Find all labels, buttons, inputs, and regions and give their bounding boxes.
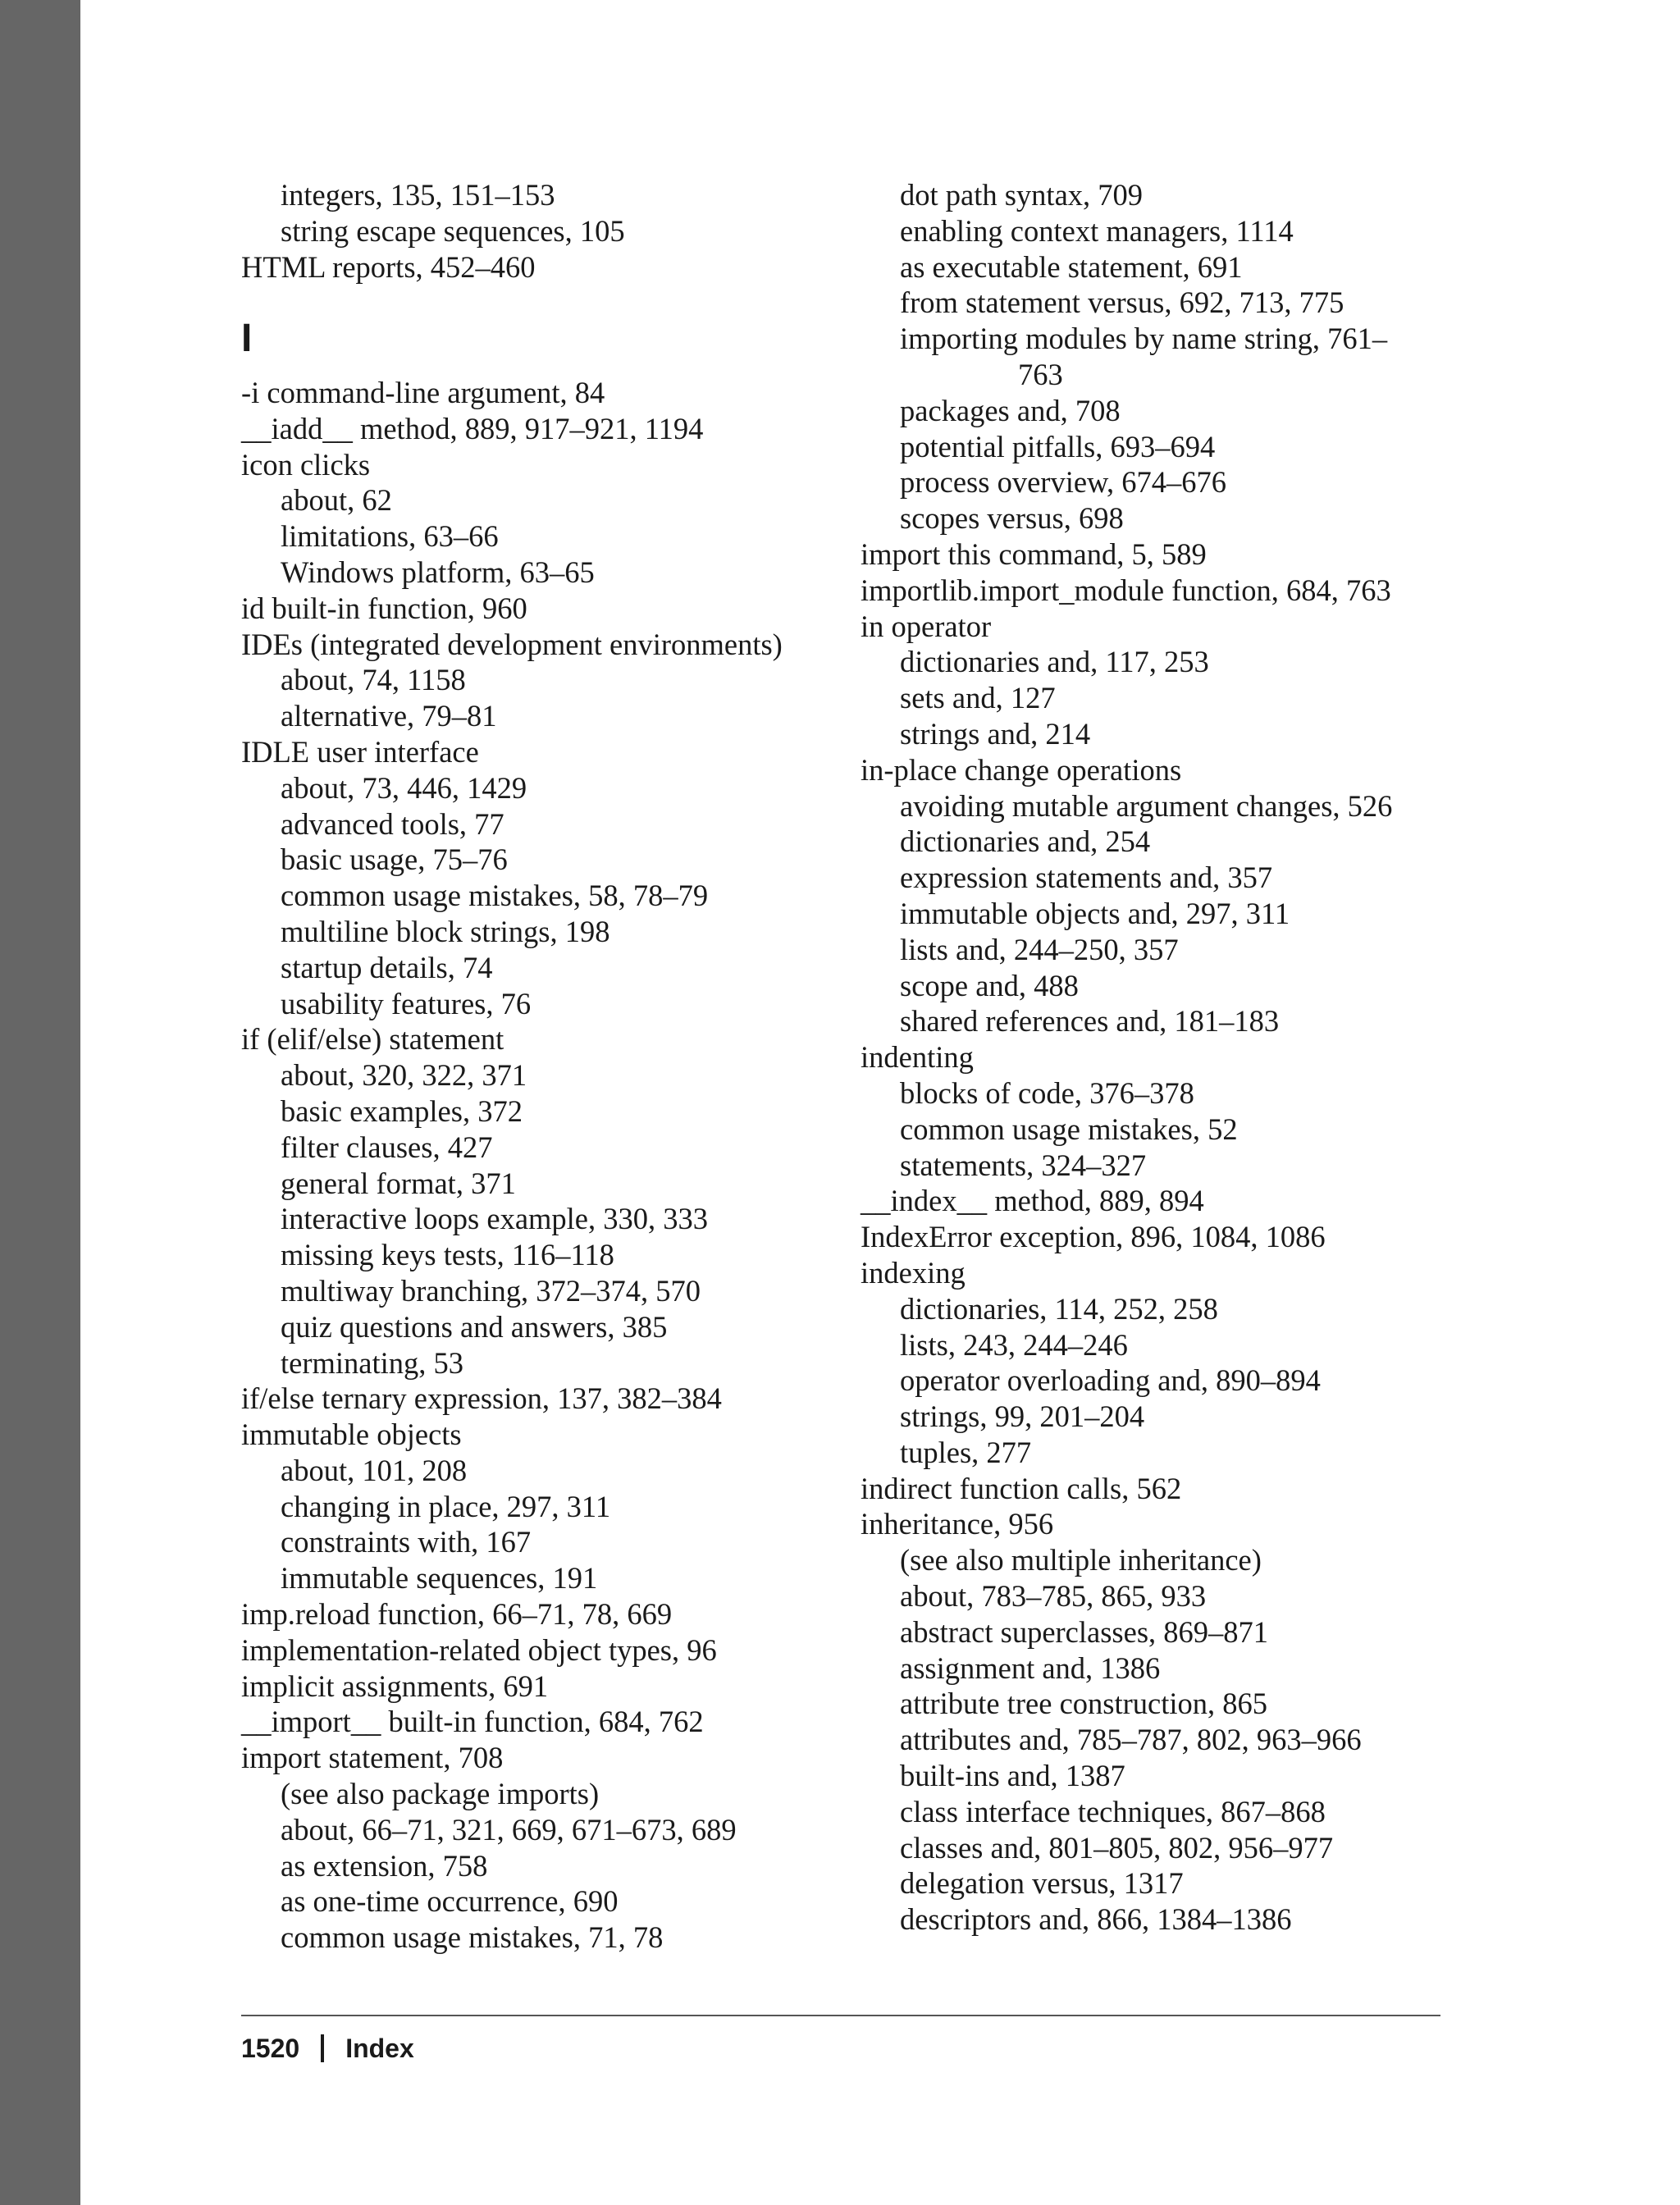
index-entry: if (elif/else) statement: [241, 1022, 504, 1057]
index-subentry: quiz questions and answers, 385: [281, 1309, 668, 1344]
index-subentry: basic usage, 75–76: [281, 842, 508, 877]
index-column-left: [241, 177, 897, 1956]
index-subentry: importing modules by name string, 761–: [900, 322, 1388, 356]
index-subentry: about, 74, 1158: [281, 663, 466, 697]
index-subentry: immutable objects and, 297, 311: [900, 896, 1290, 930]
index-entry: import statement, 708: [241, 1741, 504, 1775]
index-subentry: multiway branching, 372–374, 570: [281, 1273, 701, 1308]
index-subentry: delegation versus, 1317: [900, 1866, 1184, 1901]
index-subentry: Windows platform, 63–65: [281, 555, 595, 589]
index-subentry: about, 101, 208: [281, 1453, 468, 1487]
index-subentry: shared references and, 181–183: [900, 1004, 1280, 1039]
index-subentry: scope and, 488: [900, 968, 1079, 1002]
index-subentry: operator overloading and, 890–894: [900, 1363, 1321, 1398]
index-subentry: filter clauses, 427: [281, 1130, 493, 1164]
index-subentry: scopes versus, 698: [900, 501, 1124, 536]
index-subentry: advanced tools, 77: [281, 806, 504, 841]
index-subentry: potential pitfalls, 693–694: [900, 429, 1216, 463]
index-letter-heading: I: [241, 317, 253, 361]
index-subentry: class interface techniques, 867–868: [900, 1794, 1326, 1828]
index-entry: id built-in function, 960: [241, 591, 527, 625]
index-subentry: about, 62: [281, 483, 392, 518]
index-entry: immutable objects: [241, 1418, 462, 1452]
index-entry: in-place change operations: [861, 752, 1182, 787]
index-subentry: dictionaries and, 117, 253: [900, 645, 1209, 679]
footer-separator: [321, 2034, 324, 2062]
index-subentry: startup details, 74: [281, 950, 493, 984]
index-subentry: (see also package imports): [281, 1777, 600, 1811]
index-entry: indenting: [861, 1040, 974, 1075]
index-subentry: about, 783–785, 865, 933: [900, 1579, 1207, 1614]
index-entry: __import__ built-in function, 684, 762: [241, 1705, 704, 1739]
index-entry: importlib.import_module function, 684, 763: [861, 573, 1391, 607]
index-subentry: alternative, 79–81: [281, 699, 497, 733]
index-subentry: common usage mistakes, 52: [900, 1112, 1238, 1146]
index-subentry: basic examples, 372: [281, 1093, 523, 1128]
index-subentry: abstract superclasses, 869–871: [900, 1614, 1269, 1649]
index-subentry: strings and, 214: [900, 716, 1091, 751]
index-entry: icon clicks: [241, 447, 371, 482]
index-subentry: terminating, 53: [281, 1345, 464, 1380]
index-subentry: immutable sequences, 191: [281, 1561, 598, 1596]
index-entry: indexing: [861, 1255, 966, 1290]
section-name: Index: [345, 2034, 414, 2063]
index-subentry: string escape sequences, 105: [281, 213, 625, 248]
index-entry: -i command-line argument, 84: [241, 375, 605, 409]
page-edge-bar: [0, 0, 80, 2205]
index-entry: implementation-related object types, 96: [241, 1632, 717, 1667]
index-entry: inheritance, 956: [861, 1507, 1054, 1541]
index-subentry: built-ins and, 1387: [900, 1759, 1125, 1793]
index-entry: implicit assignments, 691: [241, 1669, 549, 1703]
index-subentry: 763: [1018, 357, 1063, 391]
index-subentry: attribute tree construction, 865: [900, 1687, 1267, 1721]
index-subentry: blocks of code, 376–378: [900, 1075, 1194, 1110]
index-entry: imp.reload function, 66–71, 78, 669: [241, 1597, 673, 1632]
index-subentry: limitations, 63–66: [281, 519, 499, 554]
index-entry: import this command, 5, 589: [861, 536, 1207, 571]
index-entry: IndexError exception, 896, 1084, 1086: [861, 1220, 1326, 1254]
index-subentry: tuples, 277: [900, 1435, 1032, 1469]
index-subentry: dot path syntax, 709: [900, 178, 1144, 212]
index-entry: in operator: [861, 609, 992, 643]
index-column-right: [861, 177, 1517, 1938]
index-subentry: process overview, 674–676: [900, 465, 1227, 500]
index-subentry: interactive loops example, 330, 333: [281, 1202, 708, 1236]
index-subentry: dictionaries and, 254: [900, 824, 1151, 859]
index-subentry: as extension, 758: [281, 1848, 488, 1883]
index-entry: __index__ method, 889, 894: [861, 1184, 1204, 1218]
index-subentry: multiline block strings, 198: [281, 914, 610, 948]
index-subentry: missing keys tests, 116–118: [281, 1238, 614, 1272]
index-entry: IDEs (integrated development environments): [241, 627, 783, 661]
index-subentry: assignment and, 1386: [900, 1650, 1161, 1685]
index-subentry: enabling context managers, 1114: [900, 213, 1294, 248]
index-entry: __iadd__ method, 889, 917–921, 1194: [241, 411, 704, 445]
index-subentry: strings, 99, 201–204: [900, 1399, 1145, 1434]
index-subentry: about, 66–71, 321, 669, 671–673, 689: [281, 1812, 737, 1847]
index-subentry: as one-time occurrence, 690: [281, 1884, 619, 1919]
page-number: 1520: [241, 2034, 300, 2063]
index-subentry: statements, 324–327: [900, 1148, 1147, 1182]
index-subentry: avoiding mutable argument changes, 526: [900, 788, 1393, 823]
index-subentry: packages and, 708: [900, 393, 1121, 427]
index-entry: IDLE user interface: [241, 734, 479, 769]
index-subentry: about, 73, 446, 1429: [281, 770, 527, 805]
index-subentry: descriptors and, 866, 1384–1386: [900, 1902, 1292, 1937]
index-subentry: changing in place, 297, 311: [281, 1489, 611, 1523]
index-subentry: general format, 371: [281, 1166, 516, 1200]
index-entry: indirect function calls, 562: [861, 1471, 1182, 1505]
index-subentry: sets and, 127: [900, 681, 1056, 715]
index-subentry: from statement versus, 692, 713, 775: [900, 285, 1344, 320]
index-entry: if/else ternary expression, 137, 382–384: [241, 1381, 722, 1416]
index-subentry: (see also multiple inheritance): [900, 1543, 1262, 1577]
index-subentry: lists, 243, 244–246: [900, 1327, 1128, 1362]
index-subentry: common usage mistakes, 58, 78–79: [281, 879, 709, 913]
index-subentry: about, 320, 322, 371: [281, 1058, 527, 1093]
index-subentry: attributes and, 785–787, 802, 963–966: [900, 1723, 1362, 1757]
index-subentry: classes and, 801–805, 802, 956–977: [900, 1830, 1334, 1865]
index-subentry: usability features, 76: [281, 986, 532, 1020]
index-entry: HTML reports, 452–460: [241, 249, 536, 284]
index-subentry: constraints with, 167: [281, 1525, 532, 1559]
index-subentry: integers, 135, 151–153: [281, 178, 555, 212]
page-footer: [241, 2028, 414, 2069]
footer-rule: [241, 2015, 1440, 2016]
index-subentry: expression statements and, 357: [900, 861, 1273, 895]
index-subentry: as executable statement, 691: [900, 249, 1243, 284]
index-subentry: dictionaries, 114, 252, 258: [900, 1291, 1218, 1326]
index-subentry: common usage mistakes, 71, 78: [281, 1920, 664, 1955]
index-subentry: lists and, 244–250, 357: [900, 932, 1179, 966]
